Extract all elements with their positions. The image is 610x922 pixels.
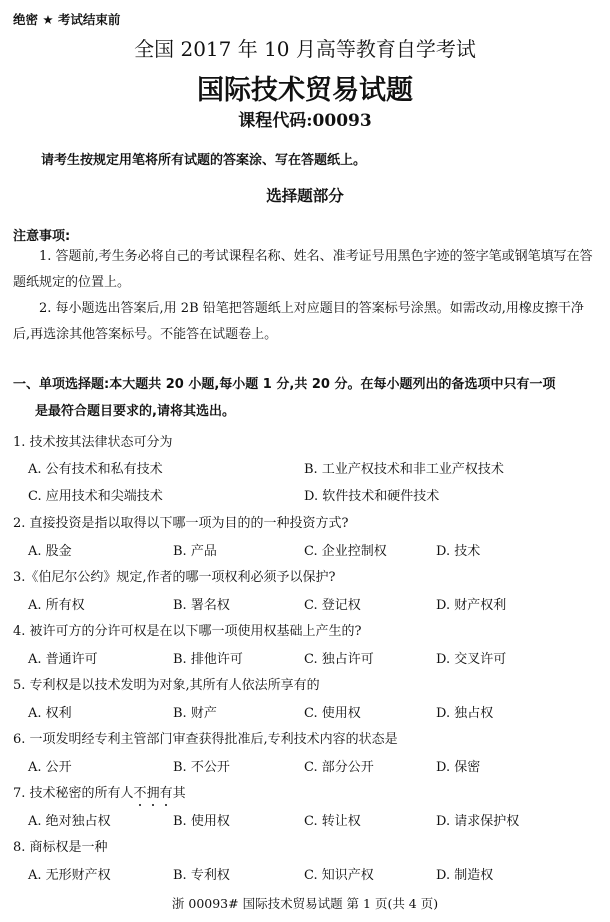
question-6-option-b: B. 不公开	[173, 760, 230, 775]
question-2-options	[28, 540, 588, 558]
question-2-option-a: A. 股金	[28, 544, 72, 559]
question-7-stem-tail: 其	[172, 786, 186, 801]
question-7-option-d: D. 请求保护权	[436, 814, 520, 829]
note-item-1: 1. 答题前,考生务必将自己的考试课程名称、姓名、准考证号用黑色字迹的签字笔或钢笔填写在答题纸规定的位置上。	[13, 249, 593, 290]
question-6-option-d: D. 保密	[436, 760, 481, 775]
question-8-stem: 8. 商标权是一种	[13, 840, 108, 855]
question-3-options	[28, 594, 588, 612]
question-6-option-a: A. 公开	[28, 760, 72, 775]
question-3-option-d: D. 财产权利	[436, 598, 507, 613]
part-title: 选择题部分	[266, 187, 344, 205]
section-heading-line1: 一、单项选择题:本大题共 20 小题,每小题 1 分,共 20 分。在每小题列出的备选项中只有一项	[13, 377, 556, 392]
question-2-stem: 2. 直接投资是指以取得以下哪一项为目的的一种投资方式?	[13, 516, 349, 531]
question-8-option-d: D. 制造权	[436, 868, 494, 883]
secrecy-label: 绝密 ★ 考试结束前	[13, 12, 121, 27]
question-8-option-a: A. 无形财产权	[28, 868, 111, 883]
question-7-option-c: C. 转让权	[304, 814, 361, 829]
question-1-options-row1	[28, 458, 588, 476]
note-item-2: 2. 每小题选出答案后,用 2B 铅笔把答题纸上对应题目的答案标号涂黑。如需改动,用橡皮擦干净后,再选涂其他答案标号。不能答在试题卷上。	[13, 301, 584, 342]
question-5-option-d: D. 独占权	[436, 706, 494, 721]
question-1-option-a: A. 公有技术和私有技术	[28, 462, 163, 477]
question-3-stem: 3.《伯尼尔公约》规定,作者的哪一项权利必须予以保护?	[13, 570, 336, 585]
emphasis-char-1: 不	[134, 782, 147, 801]
question-4-option-b: B. 排他许可	[173, 652, 243, 667]
section-heading-line2: 是最符合题目要求的,请将其选出。	[35, 404, 235, 419]
question-2-option-d: D. 技术	[436, 544, 481, 559]
question-5-stem: 5. 专利权是以技术发明为对象,其所有人依法所享有的	[13, 678, 320, 693]
question-8-option-c: C. 知识产权	[304, 868, 374, 883]
question-7-option-a: A. 绝对独占权	[28, 814, 111, 829]
notes-heading: 注意事项:	[13, 229, 71, 244]
page-footer: 浙 00093# 国际技术贸易试题 第 1 页(共 4 页)	[171, 896, 439, 911]
question-4-stem: 4. 被许可方的分许可权是在以下哪一项使用权基础上产生的?	[13, 624, 362, 639]
question-1-stem: 1. 技术按其法律状态可分为	[13, 435, 173, 450]
question-4-option-c: C. 独占许可	[304, 652, 374, 667]
question-7-stem	[13, 782, 186, 801]
question-3-option-b: B. 署名权	[173, 598, 230, 613]
question-8-option-b: B. 专利权	[173, 868, 230, 883]
question-6-options	[28, 756, 588, 774]
question-2-option-b: B. 产品	[173, 544, 217, 559]
emphasis-char-2: 拥	[147, 782, 160, 801]
exam-title: 全国 2017 年 10 月高等教育自学考试	[134, 37, 476, 61]
question-7-stem-lead: 7. 技术秘密的所有人	[13, 786, 134, 801]
question-3-option-a: A. 所有权	[28, 598, 85, 613]
notes-list	[13, 244, 597, 348]
question-4-option-a: A. 普通许可	[28, 652, 98, 667]
question-1-option-d: D. 软件技术和硬件技术	[304, 489, 440, 504]
question-6-stem: 6. 一项发明经专利主管部门审查获得批准后,专利技术内容的状态是	[13, 732, 398, 747]
question-4-options	[28, 648, 588, 666]
question-6-option-c: C. 部分公开	[304, 760, 374, 775]
question-3-option-c: C. 登记权	[304, 598, 361, 613]
question-7-options	[28, 810, 588, 828]
question-5-option-a: A. 权利	[28, 706, 72, 721]
answer-instruction: 请考生按规定用笔将所有试题的答案涂、写在答题纸上。	[41, 153, 367, 168]
subject-title: 国际技术贸易试题	[197, 75, 413, 106]
question-1-option-c: C. 应用技术和尖端技术	[28, 489, 163, 504]
question-5-option-c: C. 使用权	[304, 706, 361, 721]
question-5-options	[28, 702, 588, 720]
question-4-option-d: D. 交叉许可	[436, 652, 507, 667]
emphasis-char-3: 有	[160, 782, 173, 801]
course-code: 课程代码:00093	[238, 111, 372, 131]
question-8-options	[28, 864, 588, 882]
question-1-options-row2	[28, 485, 588, 503]
section-heading	[13, 371, 603, 425]
question-7-option-b: B. 使用权	[173, 814, 230, 829]
question-5-option-b: B. 财产	[173, 706, 217, 721]
question-1-option-b: B. 工业产权技术和非工业产权技术	[304, 462, 504, 477]
question-2-option-c: C. 企业控制权	[304, 544, 387, 559]
